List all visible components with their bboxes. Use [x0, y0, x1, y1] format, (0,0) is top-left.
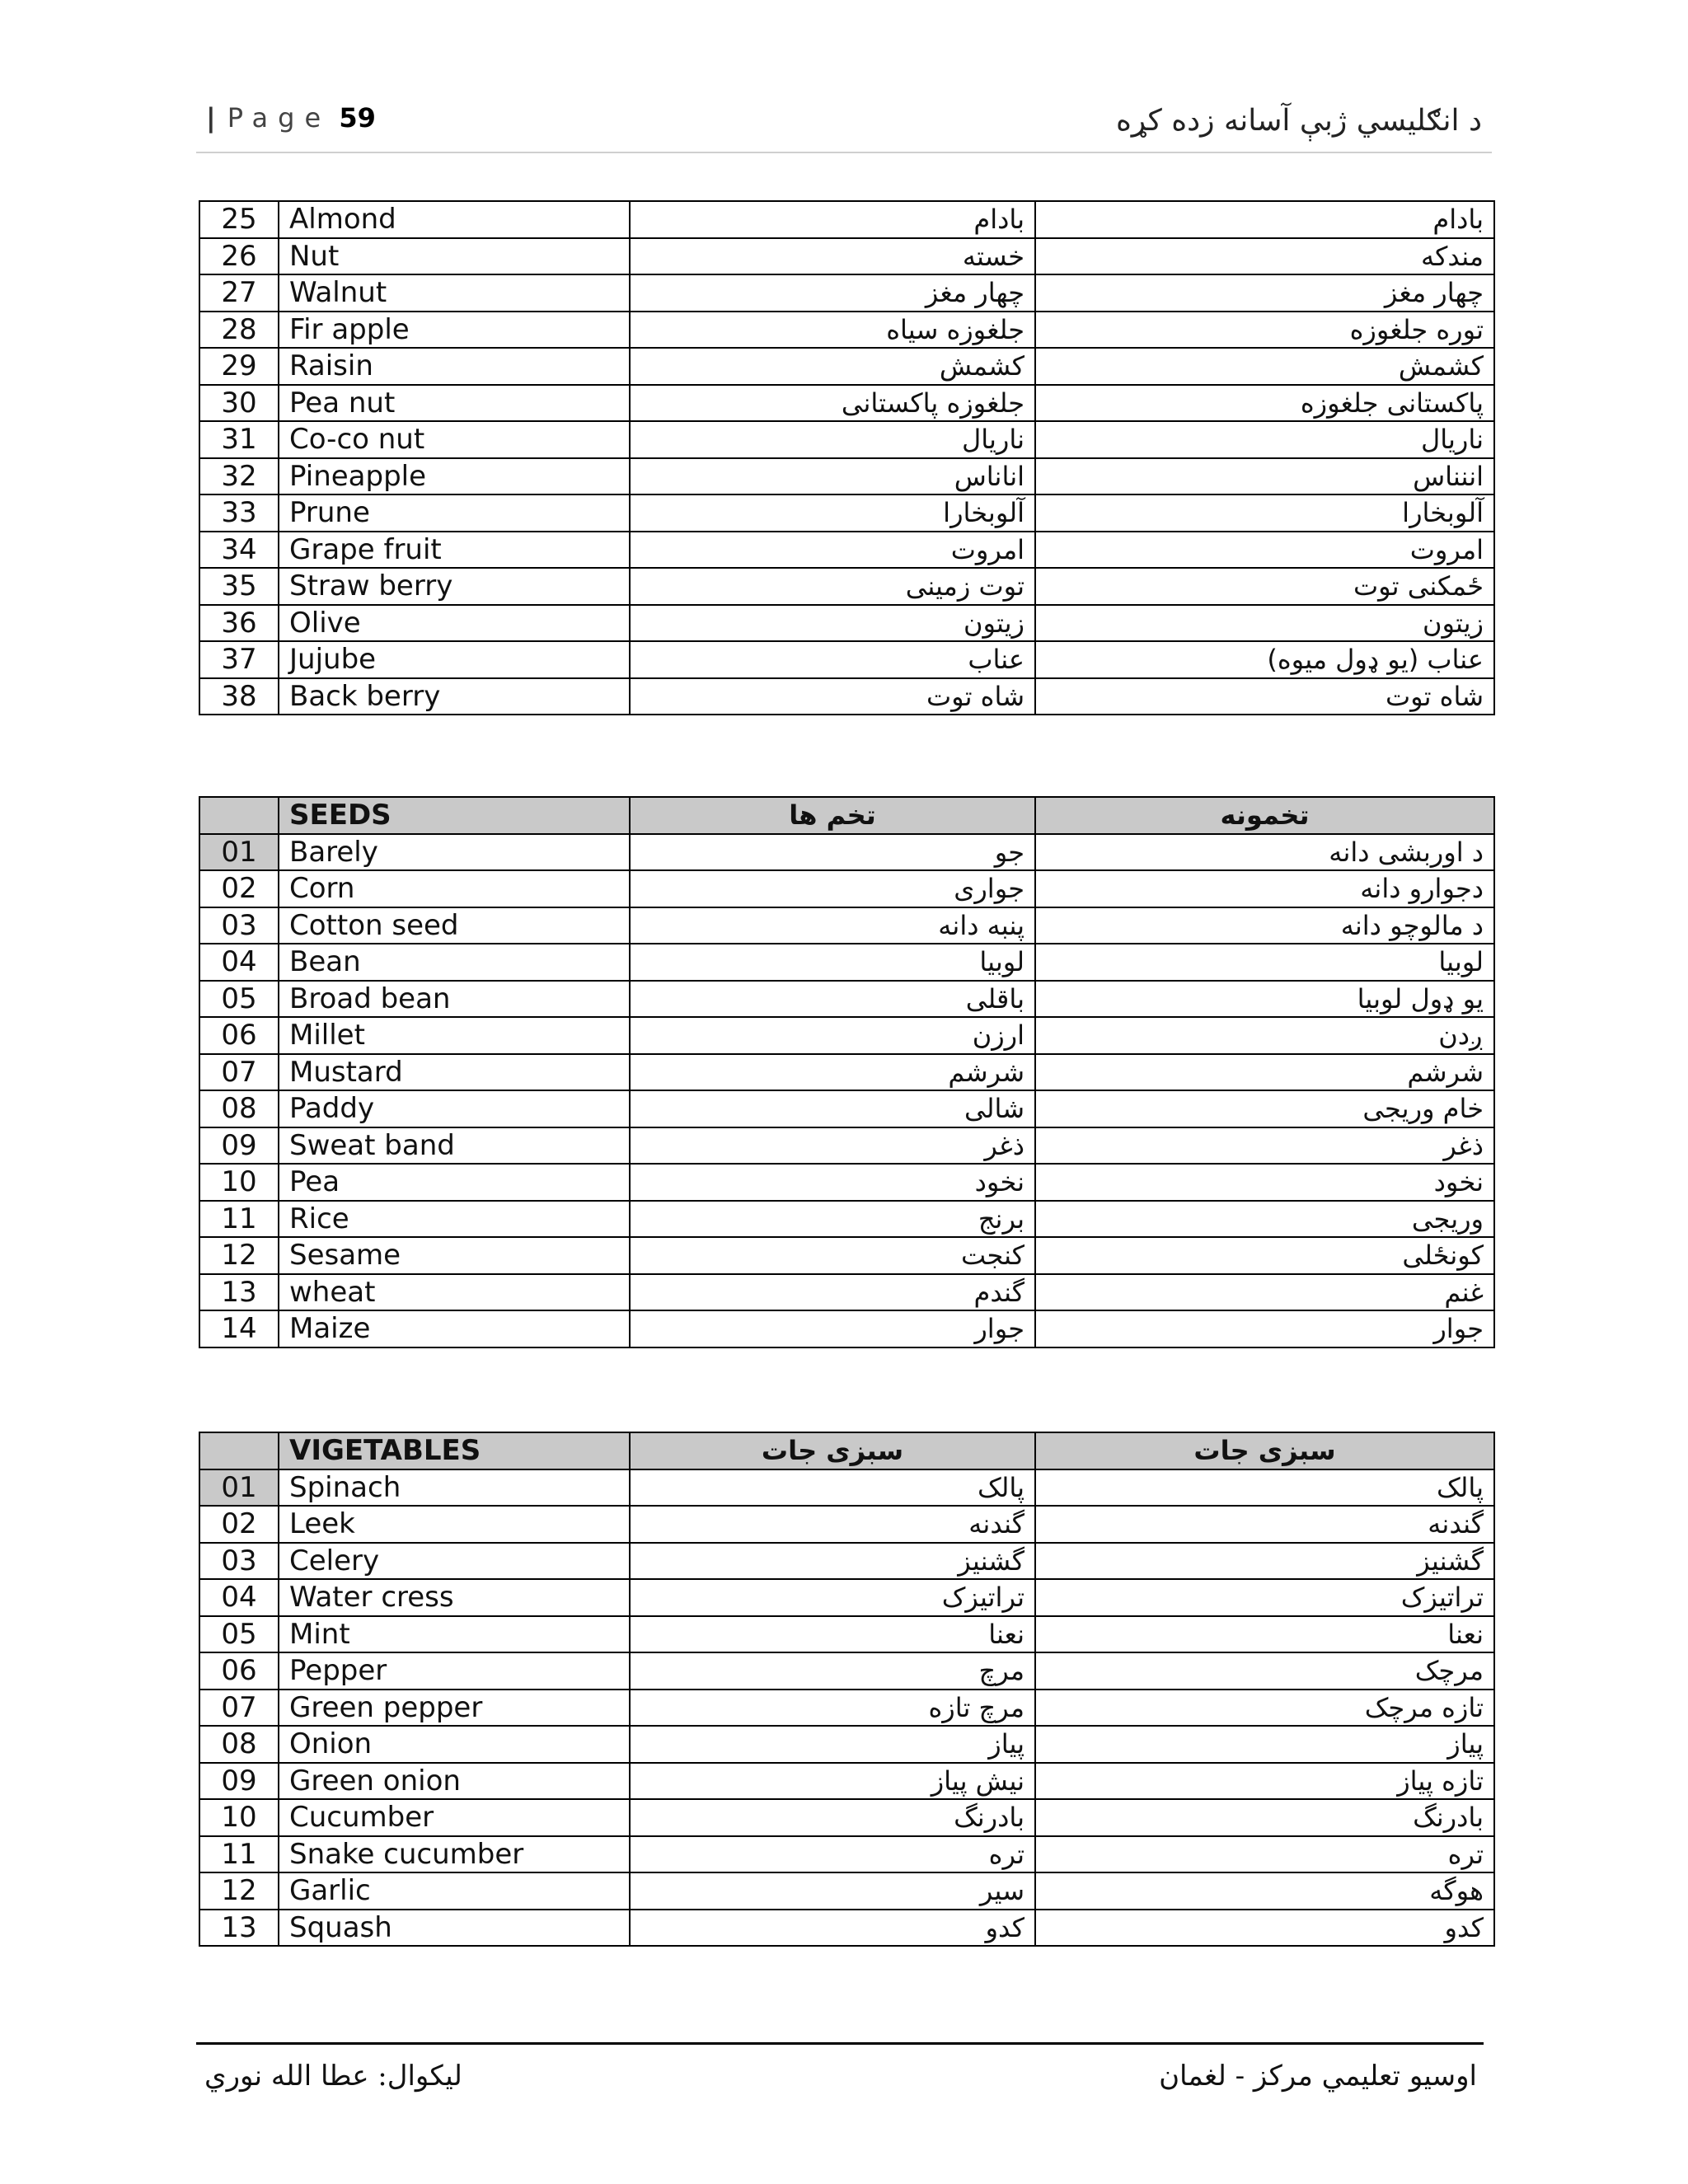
table-row: [199, 1616, 1494, 1653]
row-number: 30: [199, 385, 279, 422]
page-footer: [196, 2042, 1484, 2093]
pashto-term: پالک: [1035, 1469, 1494, 1507]
pashto-term: لوبیا: [1035, 944, 1494, 981]
row-number: 11: [199, 1201, 279, 1238]
row-number: 27: [199, 274, 279, 312]
row-number: 29: [199, 348, 279, 385]
pashto-term: زیتون: [1035, 605, 1494, 642]
pashto-term: تازه پیاز: [1035, 1763, 1494, 1800]
seeds-header-en: SEEDS: [279, 797, 630, 834]
pashto-term: بادرنگ: [1035, 1799, 1494, 1836]
seeds-header-ps: تخمونه: [1035, 797, 1494, 834]
row-number: 37: [199, 641, 279, 678]
pashto-term: دجوارو دانه: [1035, 870, 1494, 907]
dari-term: مرچ تازه: [630, 1690, 1035, 1727]
row-number: 04: [199, 944, 279, 981]
pashto-term: نخود: [1035, 1164, 1494, 1201]
table-row: [199, 458, 1494, 495]
english-term: Pea: [279, 1164, 630, 1201]
pashto-term: تره: [1035, 1836, 1494, 1873]
table-row: [199, 1543, 1494, 1580]
pashto-term: ځمکنی توت: [1035, 568, 1494, 605]
table-row: [199, 1017, 1494, 1054]
table-row: [199, 201, 1494, 238]
table-row: [199, 1274, 1494, 1311]
dari-term: سیر: [630, 1872, 1035, 1910]
english-term: Green pepper: [279, 1690, 630, 1727]
footer-center-name: اوسیو تعلیمي مرکز - لغمان: [1159, 2060, 1477, 2093]
seeds-table-body: [199, 797, 1494, 1347]
pashto-term: شرشم: [1035, 1054, 1494, 1091]
dari-term: بادرنگ: [630, 1799, 1035, 1836]
table-row: [199, 385, 1494, 422]
dari-term: برنج: [630, 1201, 1035, 1238]
row-number: 10: [199, 1164, 279, 1201]
table-row: [199, 678, 1494, 715]
vegetables-header-row: [199, 1432, 1494, 1469]
dari-term: جواری: [630, 870, 1035, 907]
dari-term: جو: [630, 834, 1035, 871]
row-number: 35: [199, 568, 279, 605]
dari-term: ذغر: [630, 1127, 1035, 1165]
page-header: [196, 97, 1492, 153]
seeds-header-fa: تخم ها: [630, 797, 1035, 834]
pashto-term: عناب (یو ډول میوه): [1035, 641, 1494, 678]
dari-term: گندنه: [630, 1506, 1035, 1543]
english-term: Raisin: [279, 348, 630, 385]
vegetables-table: [199, 1432, 1495, 1947]
english-term: Spinach: [279, 1469, 630, 1507]
dari-term: شالی: [630, 1090, 1035, 1127]
table-row: [199, 870, 1494, 907]
pashto-term: مندکه: [1035, 238, 1494, 275]
english-term: wheat: [279, 1274, 630, 1311]
pashto-term: هوگه: [1035, 1872, 1494, 1910]
dari-term: باقلی: [630, 981, 1035, 1018]
english-term: Olive: [279, 605, 630, 642]
english-term: Corn: [279, 870, 630, 907]
english-term: Pea nut: [279, 385, 630, 422]
fruits-table-body: [199, 201, 1494, 715]
pashto-term: کشمش: [1035, 348, 1494, 385]
table-row: [199, 605, 1494, 642]
row-number: 05: [199, 981, 279, 1018]
dari-term: تراتیزک: [630, 1579, 1035, 1616]
table-row: [199, 1164, 1494, 1201]
pashto-term: د اوربشی دانه: [1035, 834, 1494, 871]
english-term: Bean: [279, 944, 630, 981]
seeds-header-num: [199, 797, 279, 834]
dari-term: پالک: [630, 1469, 1035, 1507]
pashto-term: اننناس: [1035, 458, 1494, 495]
pashto-term: شاه توت: [1035, 678, 1494, 715]
table-row: [199, 1799, 1494, 1836]
table-row: [199, 1872, 1494, 1910]
document-title: د انګلیسي ژبې آسانه زده کړه: [1115, 104, 1482, 138]
page-prefix: Page: [227, 102, 331, 134]
seeds-header-row: [199, 797, 1494, 834]
table-row: [199, 348, 1494, 385]
pashto-term: ږدن: [1035, 1017, 1494, 1054]
english-term: Water cress: [279, 1579, 630, 1616]
english-term: Mint: [279, 1616, 630, 1653]
english-term: Co-co nut: [279, 421, 630, 458]
table-row: [199, 1726, 1494, 1763]
row-number: 09: [199, 1763, 279, 1800]
english-term: Sweat band: [279, 1127, 630, 1165]
row-number: 05: [199, 1616, 279, 1653]
table-row: [199, 1652, 1494, 1690]
row-number: 08: [199, 1726, 279, 1763]
english-term: Grape fruit: [279, 532, 630, 569]
english-term: Barely: [279, 834, 630, 871]
row-number: 01: [199, 1469, 279, 1507]
table-row: [199, 568, 1494, 605]
dari-term: جلغوزه پاکستانی: [630, 385, 1035, 422]
english-term: Pepper: [279, 1652, 630, 1690]
pashto-term: یو ډول لوبیا: [1035, 981, 1494, 1018]
table-row: [199, 532, 1494, 569]
dari-term: اناناس: [630, 458, 1035, 495]
dari-term: کشمش: [630, 348, 1035, 385]
dari-term: کدو: [630, 1910, 1035, 1947]
english-term: Maize: [279, 1310, 630, 1347]
row-number: 13: [199, 1910, 279, 1947]
table-row: [199, 1310, 1494, 1347]
pashto-term: خام وریجی: [1035, 1090, 1494, 1127]
dari-term: جلغوزه سیاه: [630, 312, 1035, 349]
pashto-term: چهار مغز: [1035, 274, 1494, 312]
pashto-term: امروت: [1035, 532, 1494, 569]
english-term: Millet: [279, 1017, 630, 1054]
row-number: 07: [199, 1690, 279, 1727]
table-row: [199, 1237, 1494, 1274]
footer-author: لیکوال: عطا الله نوري: [204, 2060, 462, 2093]
vegetables-header-num: [199, 1432, 279, 1469]
row-number: 02: [199, 1506, 279, 1543]
vegetables-header-ps: سبزی جات: [1035, 1432, 1494, 1469]
row-number: 03: [199, 907, 279, 944]
dari-term: بادام: [630, 201, 1035, 238]
dari-term: لوبیا: [630, 944, 1035, 981]
row-number: 02: [199, 870, 279, 907]
english-term: Sesame: [279, 1237, 630, 1274]
row-number: 26: [199, 238, 279, 275]
vegetables-header-en: VIGETABLES: [279, 1432, 630, 1469]
row-number: 12: [199, 1237, 279, 1274]
seeds-table: [199, 796, 1495, 1348]
table-row: [199, 1690, 1494, 1727]
dari-term: کنجت: [630, 1237, 1035, 1274]
dari-term: شرشم: [630, 1054, 1035, 1091]
table-row: [199, 641, 1494, 678]
dari-term: آلوبخارا: [630, 494, 1035, 532]
table-row: [199, 834, 1494, 871]
row-number: 33: [199, 494, 279, 532]
pashto-term: تراتیزک: [1035, 1579, 1494, 1616]
dari-term: ناریال: [630, 421, 1035, 458]
dari-term: توت زمینی: [630, 568, 1035, 605]
dari-term: زیتون: [630, 605, 1035, 642]
pashto-term: ناریال: [1035, 421, 1494, 458]
pashto-term: پاکستانی جلغوزه: [1035, 385, 1494, 422]
dari-term: پنبه دانه: [630, 907, 1035, 944]
pashto-term: غنم: [1035, 1274, 1494, 1311]
english-term: Celery: [279, 1543, 630, 1580]
dari-term: مرچ: [630, 1652, 1035, 1690]
dari-term: جوار: [630, 1310, 1035, 1347]
table-row: [199, 1090, 1494, 1127]
english-term: Jujube: [279, 641, 630, 678]
english-term: Broad bean: [279, 981, 630, 1018]
dari-term: عناب: [630, 641, 1035, 678]
page-number: 59: [339, 102, 376, 134]
table-row: [199, 1506, 1494, 1543]
dari-term: نیش پیاز: [630, 1763, 1035, 1800]
english-term: Green onion: [279, 1763, 630, 1800]
dari-term: نعنا: [630, 1616, 1035, 1653]
table-row: [199, 981, 1494, 1018]
page-label: [206, 102, 376, 134]
row-number: 32: [199, 458, 279, 495]
english-term: Almond: [279, 201, 630, 238]
table-row: [199, 1469, 1494, 1507]
dari-term: ارزن: [630, 1017, 1035, 1054]
pashto-term: کدو: [1035, 1910, 1494, 1947]
row-number: 06: [199, 1652, 279, 1690]
english-term: Onion: [279, 1726, 630, 1763]
english-term: Garlic: [279, 1872, 630, 1910]
row-number: 36: [199, 605, 279, 642]
vegetables-table-body: [199, 1432, 1494, 1946]
english-term: Walnut: [279, 274, 630, 312]
row-number: 38: [199, 678, 279, 715]
table-row: [199, 907, 1494, 944]
dari-term: گندم: [630, 1274, 1035, 1311]
row-number: 11: [199, 1836, 279, 1873]
row-number: 13: [199, 1274, 279, 1311]
english-term: Nut: [279, 238, 630, 275]
english-term: Pineapple: [279, 458, 630, 495]
dari-term: شاه توت: [630, 678, 1035, 715]
pashto-term: تازه مرچک: [1035, 1690, 1494, 1727]
pashto-term: بادام: [1035, 201, 1494, 238]
row-number: 34: [199, 532, 279, 569]
dari-term: تره: [630, 1836, 1035, 1873]
row-number: 12: [199, 1872, 279, 1910]
table-row: [199, 1127, 1494, 1165]
row-number: 04: [199, 1579, 279, 1616]
english-term: Fir apple: [279, 312, 630, 349]
table-row: [199, 1910, 1494, 1947]
table-row: [199, 274, 1494, 312]
pashto-term: پیاز: [1035, 1726, 1494, 1763]
dari-term: پیاز: [630, 1726, 1035, 1763]
table-row: [199, 421, 1494, 458]
table-row: [199, 1579, 1494, 1616]
dari-term: خسته: [630, 238, 1035, 275]
english-term: Snake cucumber: [279, 1836, 630, 1873]
row-number: 10: [199, 1799, 279, 1836]
dari-term: چهار مغز: [630, 274, 1035, 312]
pashto-term: گندنه: [1035, 1506, 1494, 1543]
row-number: 09: [199, 1127, 279, 1165]
table-row: [199, 1836, 1494, 1873]
pashto-term: آلوبخارا: [1035, 494, 1494, 532]
row-number: 08: [199, 1090, 279, 1127]
row-number: 07: [199, 1054, 279, 1091]
english-term: Rice: [279, 1201, 630, 1238]
dari-term: گشنیز: [630, 1543, 1035, 1580]
fruits-table: [199, 200, 1495, 715]
english-term: Back berry: [279, 678, 630, 715]
english-term: Mustard: [279, 1054, 630, 1091]
row-number: 28: [199, 312, 279, 349]
pashto-term: نعنا: [1035, 1616, 1494, 1653]
pashto-term: وریجی: [1035, 1201, 1494, 1238]
english-term: Paddy: [279, 1090, 630, 1127]
header-divider: |: [206, 102, 216, 134]
vegetables-header-fa: سبزی جات: [630, 1432, 1035, 1469]
pashto-term: جوار: [1035, 1310, 1494, 1347]
pashto-term: د مالوچو دانه: [1035, 907, 1494, 944]
dari-term: امروت: [630, 532, 1035, 569]
row-number: 31: [199, 421, 279, 458]
pashto-term: مرچک: [1035, 1652, 1494, 1690]
row-number: 01: [199, 834, 279, 871]
english-term: Leek: [279, 1506, 630, 1543]
pashto-term: ذغر: [1035, 1127, 1494, 1165]
pashto-term: توره جلغوزه: [1035, 312, 1494, 349]
pashto-term: کونځلی: [1035, 1237, 1494, 1274]
table-row: [199, 238, 1494, 275]
row-number: 06: [199, 1017, 279, 1054]
english-term: Cucumber: [279, 1799, 630, 1836]
row-number: 14: [199, 1310, 279, 1347]
english-term: Straw berry: [279, 568, 630, 605]
english-term: Squash: [279, 1910, 630, 1947]
pashto-term: گشنیز: [1035, 1543, 1494, 1580]
table-row: [199, 312, 1494, 349]
table-row: [199, 1763, 1494, 1800]
table-row: [199, 1201, 1494, 1238]
table-row: [199, 1054, 1494, 1091]
row-number: 25: [199, 201, 279, 238]
dari-term: نخود: [630, 1164, 1035, 1201]
row-number: 03: [199, 1543, 279, 1580]
english-term: Prune: [279, 494, 630, 532]
table-row: [199, 494, 1494, 532]
table-row: [199, 944, 1494, 981]
english-term: Cotton seed: [279, 907, 630, 944]
